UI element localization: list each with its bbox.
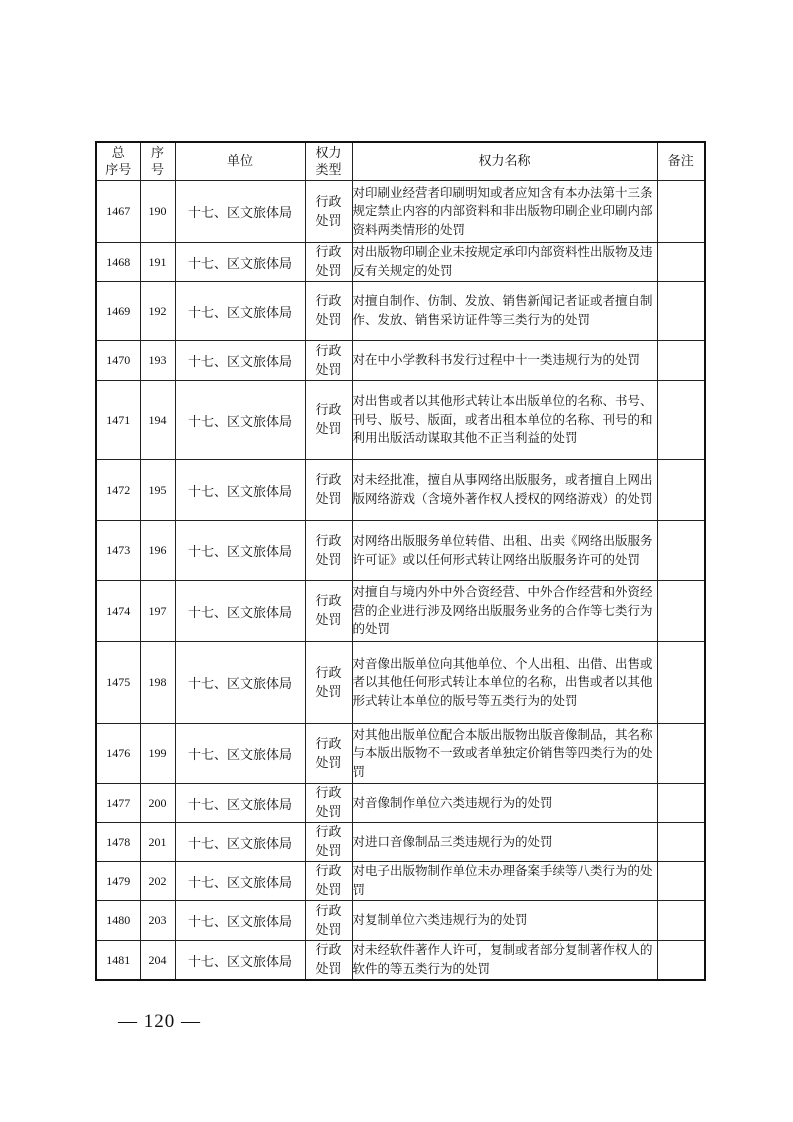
sequence-number-cell: 203 [140, 901, 175, 941]
sequence-number-cell: 195 [140, 460, 175, 521]
power-type-text: 行政 [315, 245, 342, 260]
power-type-text: 处罚 [315, 962, 342, 977]
header-unit: 单位 [175, 142, 305, 181]
power-type-text: 行政 [315, 473, 342, 488]
sequence-number-cell: 204 [140, 941, 175, 981]
sequence-number-cell: 191 [140, 243, 175, 282]
unit-cell: 十七、区文旅体局 [175, 581, 305, 642]
power-type-cell [305, 381, 352, 460]
power-type-cell [305, 341, 352, 381]
sequence-number-cell: 200 [140, 784, 175, 823]
power-name-cell: 对音像制作单位六类违规行为的处罚 [352, 784, 657, 823]
total-number-cell: 1468 [96, 243, 140, 282]
note-cell [657, 243, 705, 282]
note-cell [657, 642, 705, 724]
table-row [96, 282, 705, 341]
note-cell [657, 823, 705, 862]
unit-cell: 十七、区文旅体局 [175, 642, 305, 724]
power-name-cell: 对其他出版单位配合本版出版物出版音像制品，其名称与本版出版物不一致或者单独定价销售等四类行为的处罚 [352, 724, 657, 784]
table-header-row [96, 142, 705, 181]
power-type-text: 处罚 [315, 613, 342, 628]
table-row [96, 941, 705, 981]
table-row [96, 581, 705, 642]
header-power-name: 权力名称 [352, 142, 657, 181]
unit-cell: 十七、区文旅体局 [175, 724, 305, 784]
power-type-cell [305, 901, 352, 941]
table-body [96, 181, 705, 981]
sequence-number-cell: 193 [140, 341, 175, 381]
power-type-cell [305, 724, 352, 784]
power-name-cell: 对网络出版服务单位转借、出租、出卖《网络出版服务许可证》或以任何形式转让网络出版服务许可的处罚 [352, 521, 657, 581]
total-number-cell: 1474 [96, 581, 140, 642]
power-type-text: 行政 [315, 533, 342, 549]
power-type-text: 处罚 [315, 213, 342, 229]
header-note: 备注 [657, 142, 705, 181]
power-name-cell: 对复制单位六类违规行为的处罚 [352, 901, 657, 941]
power-name-cell: 对出售或者以其他形式转让本出版单位的名称、书号、刊号、版号、版面，或者出租本单位的名称、刊号的和利用出版活动谋取其他不正当利益的处罚 [352, 381, 657, 460]
power-type-cell [305, 581, 352, 642]
table-row [96, 341, 705, 381]
header-power-type: 权力 类型 [305, 142, 352, 181]
power-type-text: 行政 [315, 903, 342, 919]
total-number-cell: 1475 [96, 642, 140, 724]
power-name-cell: 对擅自与境内外中外合资经营、中外合作经营和外资经营的企业进行涉及网络出版服务业务的合作等七类行为的处罚 [352, 581, 657, 642]
sequence-number-cell: 194 [140, 381, 175, 460]
unit-cell: 十七、区文旅体局 [175, 181, 305, 243]
power-type-text: 行政 [315, 194, 342, 210]
power-type-cell [305, 243, 352, 282]
total-number-cell: 1470 [96, 341, 140, 381]
power-name-cell: 对进口音像制品三类违规行为的处罚 [352, 823, 657, 862]
power-name-cell: 对在中小学教科书发行过程中十一类违规行为的处罚 [352, 341, 657, 381]
power-type-text: 行政 [315, 294, 342, 309]
table-row [96, 862, 705, 901]
sequence-number-cell: 197 [140, 581, 175, 642]
note-cell [657, 181, 705, 243]
sequence-number-cell: 192 [140, 282, 175, 341]
power-list-table [95, 141, 706, 981]
power-name-cell: 对电子出版物制作单位未办理备案手续等八类行为的处罚 [352, 862, 657, 901]
note-cell [657, 901, 705, 941]
sequence-number-cell: 202 [140, 862, 175, 901]
note-cell [657, 282, 705, 341]
power-type-text: 行政 [315, 343, 342, 359]
power-type-text: 处罚 [315, 922, 342, 938]
sequence-number-cell: 198 [140, 642, 175, 724]
note-cell [657, 862, 705, 901]
power-type-cell [305, 521, 352, 581]
header-sequence-number: 序 号 [140, 142, 175, 181]
note-cell [657, 521, 705, 581]
table-row [96, 460, 705, 521]
sequence-number-cell: 196 [140, 521, 175, 581]
total-number-cell: 1481 [96, 941, 140, 981]
total-number-cell: 1471 [96, 381, 140, 460]
note-cell [657, 341, 705, 381]
sequence-number-cell: 199 [140, 724, 175, 784]
power-type-text: 处罚 [315, 755, 342, 771]
unit-cell: 十七、区文旅体局 [175, 823, 305, 862]
power-name-cell: 对未经批准，擅自从事网络出版服务，或者擅自上网出版网络游戏（含境外著作权人授权的网络游戏）的处罚 [352, 460, 657, 521]
power-type-cell [305, 460, 352, 521]
power-name-cell: 对印刷业经营者印刷明知或者应知含有本办法第十三条规定禁止内容的内部资料和非出版物印刷企业印刷内部资料两类情形的处罚 [352, 181, 657, 243]
power-type-cell [305, 642, 352, 724]
total-number-cell: 1478 [96, 823, 140, 862]
table-row [96, 243, 705, 282]
power-type-text: 行政 [315, 786, 342, 801]
unit-cell: 十七、区文旅体局 [175, 784, 305, 823]
power-type-cell [305, 823, 352, 862]
total-number-cell: 1480 [96, 901, 140, 941]
power-name-cell: 对出版物印刷企业未按规定承印内部资料性出版物及违反有关规定的处罚 [352, 243, 657, 282]
unit-cell: 十七、区文旅体局 [175, 460, 305, 521]
note-cell [657, 724, 705, 784]
table-row [96, 901, 705, 941]
power-name-cell: 对未经软件著作人许可，复制或者部分复制著作权人的软件的等五类行为的处罚 [352, 941, 657, 981]
table-row [96, 181, 705, 243]
unit-cell: 十七、区文旅体局 [175, 243, 305, 282]
power-type-text: 处罚 [315, 805, 342, 820]
power-type-cell [305, 784, 352, 823]
total-number-cell: 1473 [96, 521, 140, 581]
power-type-text: 行政 [315, 665, 342, 681]
page-number: — 120 — [118, 1011, 201, 1032]
power-type-text: 处罚 [315, 492, 342, 507]
unit-cell: 十七、区文旅体局 [175, 941, 305, 981]
total-number-cell: 1467 [96, 181, 140, 243]
total-number-cell: 1477 [96, 784, 140, 823]
table-row [96, 823, 705, 862]
power-type-text: 行政 [315, 943, 342, 958]
power-type-text: 行政 [315, 736, 342, 752]
power-type-text: 处罚 [315, 883, 342, 898]
power-type-text: 行政 [315, 594, 342, 609]
unit-cell: 十七、区文旅体局 [175, 521, 305, 581]
total-number-cell: 1472 [96, 460, 140, 521]
power-type-text: 处罚 [315, 422, 342, 437]
power-type-cell [305, 282, 352, 341]
unit-cell: 十七、区文旅体局 [175, 341, 305, 381]
power-type-text: 行政 [315, 825, 342, 840]
power-type-text: 处罚 [315, 264, 342, 279]
unit-cell: 十七、区文旅体局 [175, 282, 305, 341]
power-name-cell: 对音像出版单位向其他单位、个人出租、出借、出售或者以其他任何形式转让本单位的名称，出售或者以其他形式转让本单位的版号等五类行为的处罚 [352, 642, 657, 724]
table-row [96, 642, 705, 724]
power-type-cell [305, 181, 352, 243]
power-type-text: 处罚 [315, 552, 342, 568]
unit-cell: 十七、区文旅体局 [175, 381, 305, 460]
power-type-text: 行政 [315, 403, 342, 418]
total-number-cell: 1479 [96, 862, 140, 901]
note-cell [657, 784, 705, 823]
unit-cell: 十七、区文旅体局 [175, 862, 305, 901]
table-row [96, 724, 705, 784]
sequence-number-cell: 201 [140, 823, 175, 862]
note-cell [657, 581, 705, 642]
total-number-cell: 1476 [96, 724, 140, 784]
power-type-text: 处罚 [315, 313, 342, 328]
power-type-text: 处罚 [315, 684, 342, 700]
power-name-cell: 对擅自制作、仿制、发放、销售新闻记者证或者擅自制作、发放、销售采访证件等三类行为的处罚 [352, 282, 657, 341]
sequence-number-cell: 190 [140, 181, 175, 243]
note-cell [657, 941, 705, 981]
table-row [96, 784, 705, 823]
unit-cell: 十七、区文旅体局 [175, 901, 305, 941]
total-number-cell: 1469 [96, 282, 140, 341]
note-cell [657, 460, 705, 521]
power-type-cell [305, 862, 352, 901]
power-type-text: 处罚 [315, 362, 342, 378]
power-type-cell [305, 941, 352, 981]
header-total-number: 总 序号 [96, 142, 140, 181]
note-cell [657, 381, 705, 460]
power-type-text: 处罚 [315, 844, 342, 859]
power-type-text: 行政 [315, 864, 342, 879]
table-row [96, 521, 705, 581]
table-row [96, 381, 705, 460]
